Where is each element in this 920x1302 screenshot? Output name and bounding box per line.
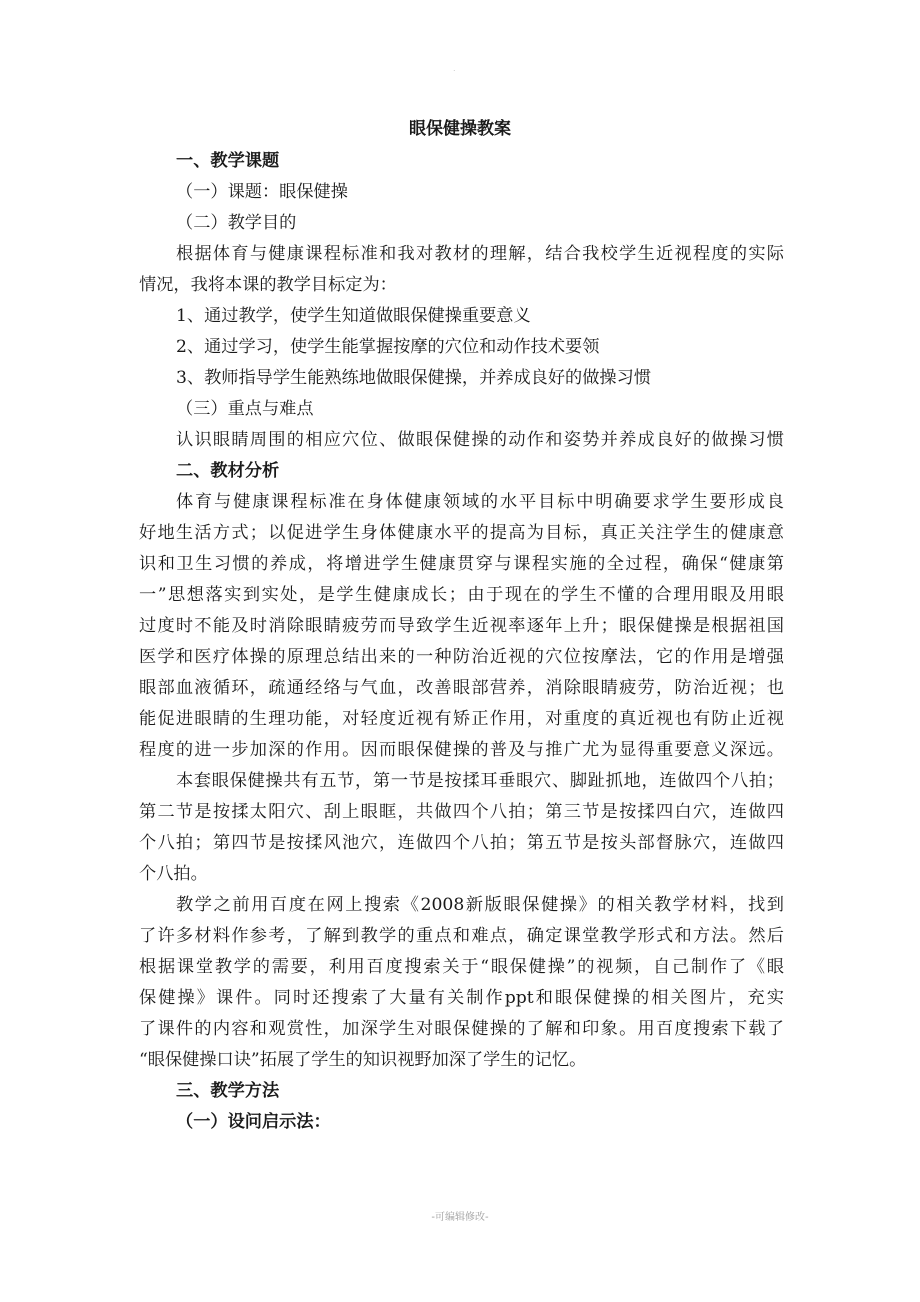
paragraph-line: 认识眼睛周围的相应穴位、做眼保健操的动作和姿势并养成良好的做操习惯 [176,430,784,450]
paragraph-line: 第二节是按揉太阳穴、刮上眼眶，共做四个八拍；第三节是按揉四白穴，连做四 [139,802,784,822]
list-item-1: 1、通过教学，使学生知道做眼保健操重要意义 [176,306,531,326]
paragraph-line: 了课件的内容和观赏性，加深学生对眼保健操的了解和印象。用百度搜索下载了 [139,1019,784,1039]
paragraph-line: 教学之前用百度在网上搜索《2008新版眼保健操》的相关教学材料，找到 [176,895,784,915]
list-item-2: 2、通过学习，使学生能掌握按摩的穴位和动作技术要领 [176,337,600,357]
document-title: 眼保健操教案 [409,119,511,139]
page-footer: -可编辑修改- [431,1212,489,1223]
paragraph-line: 医学和医疗体操的原理总结出来的一种防治近视的穴位按摩法，它的作用是增强 [139,647,784,667]
subheading-purpose: （二）教学目的 [176,213,297,233]
paragraph-line: 识和卫生习惯的养成，将增进学生健康贯穿与课程实施的全过程，确保“健康第 [139,554,784,574]
list-item-3: 3、教师指导学生能熟练地做眼保健操，并养成良好的做操习惯 [176,368,652,388]
paragraph-line: 保健操》课件。同时还搜索了大量有关制作ppt和眼保健操的相关图片，充实 [139,988,784,1008]
paragraph-line: 程度的进一步加深的作用。因而眼保健操的普及与推广尤为显得重要意义深远。 [139,740,784,760]
paragraph-line: 个八拍；第四节是按揉风池穴，连做四个八拍；第五节是按头部督脉穴，连做四 [139,833,784,853]
subheading-key-points: （三）重点与难点 [176,399,314,419]
paragraph-line: 情况，我将本课的教学目标定为： [139,275,397,295]
top-mark: . [453,64,456,73]
paragraph-line: 一”思想落实到实处，是学生健康成长；由于现在的学生不懂的合理用眼及用眼 [139,585,784,605]
section-heading-3: 三、教学方法 [176,1081,280,1101]
paragraph-line: 好地生活方式；以促进学生身体健康水平的提高为目标，真正关注学生的健康意 [139,523,784,543]
paragraph-line: 本套眼保健操共有五节，第一节是按揉耳垂眼穴、脚趾抓地，连做四个八拍； [176,771,784,791]
subheading-method: （一）设问启示法： [176,1112,331,1132]
paragraph-line: 根据课堂教学的需要，利用百度搜索关于“眼保健操”的视频，自己制作了《眼 [139,957,784,977]
paragraph-line: “眼保健操口诀”拓展了学生的知识视野加深了学生的记忆。 [139,1050,587,1070]
paragraph-line: 个八拍。 [139,864,208,884]
paragraph-line: 体育与健康课程标准在身体健康领域的水平目标中明确要求学生要形成良 [176,492,784,512]
paragraph-line: 了许多材料作参考，了解到教学的重点和难点，确定课堂教学形式和方法。然后 [139,926,784,946]
paragraph-line: 过度时不能及时消除眼睛疲劳而导致学生近视率逐年上升；眼保健操是根据祖国 [139,616,784,636]
section-heading-2: 二、教材分析 [176,461,280,481]
paragraph-line: 根据体育与健康课程标准和我对教材的理解，结合我校学生近视程度的实际 [176,244,784,264]
section-heading-1: 一、教学课题 [176,151,280,171]
subheading-topic: （一）课题：眼保健操 [176,182,348,202]
paragraph-line: 眼部血液循环，疏通经络与气血，改善眼部营养，消除眼睛疲劳，防治近视；也 [139,678,784,698]
paragraph-line: 能促进眼睛的生理功能，对轻度近视有矫正作用，对重度的真近视也有防止近视 [139,709,784,729]
